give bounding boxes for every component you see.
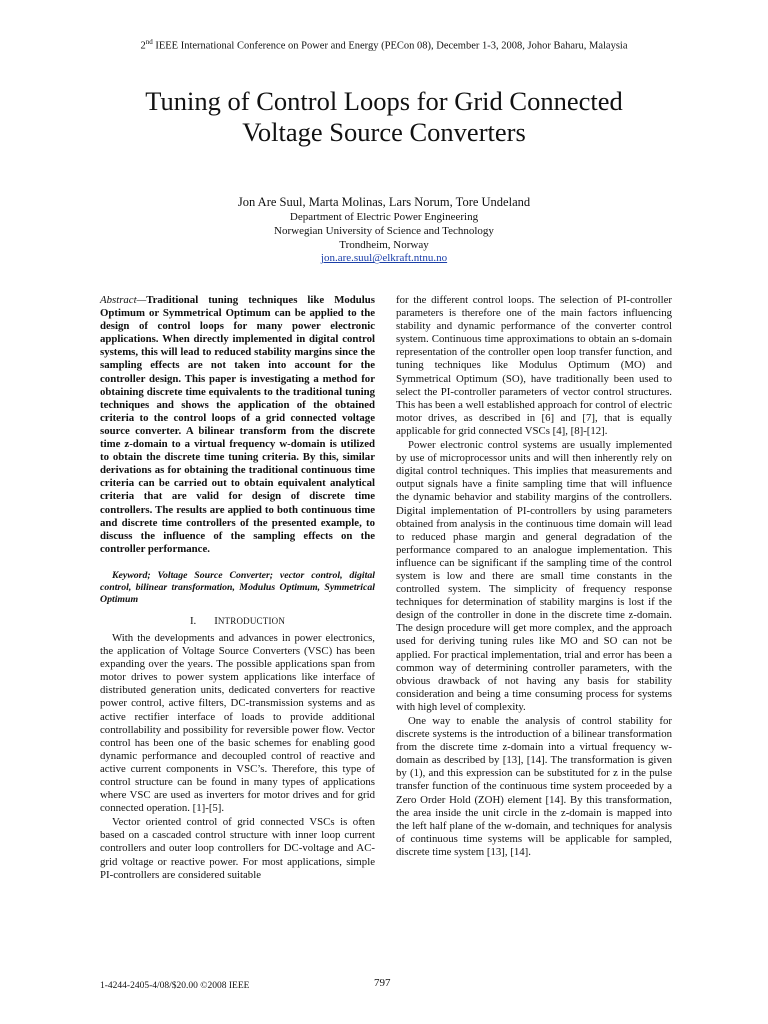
paper-title [60,86,708,148]
abstract-dash: — [136,294,147,306]
intro-paragraph-5: One way to enable the analysis of control stability for discrete systems is the introduction of a bilinear transformation from the discrete time z-domain into a virtual frequency w-domain as described by [13], [14]. The transformation is given by (1), and this expression can be substituted for z in the pulse transfer function of the continuous time system proceeded by a Zero Order Hold (ZOH) element [14]. By this transformation, the area inside the unit circle in the z-domain is mapped into the left half plane of the w-domain, and techniques for analysis of continuous time systems will be applicable for sampled, discrete time system [13], [14]. [396,715,672,858]
header-ordinal-suffix: nd [145,38,153,46]
affiliation-university: Norwegian University of Science and Technology [274,224,494,237]
title-line-1: Tuning of Control Loops for Grid Connected [145,86,623,116]
intro-paragraph-4: Power electronic control systems are usually implemented by use of microprocessor units and will then inherently rely on digital control techniques. This implies that measurements and output signals have a finite sampling time that will influence the dynamic behavior and stability margins of the controllers. Digital implementation of PI-controllers by using parameters obtained from analysis in the continuous time domain will lead to reduced phase margin and general degradation of the performance compared to an analogue implementation. This influence can be significant if the sampling time of the control system is low and there are small time constants in the controlled system. The simplicity of frequency response techniques for determination of stability margins is lost if the design of the controller in done in the discrete time z-domain. The design procedure will get more complex, and the approach used for deriving tuning rules like MO and SO can not be applied. For practical implementation, trial and error has been a common way of determining controller parameters, with the obvious drawback of not having any basis for stability consideration and being a time consuming process for systems with high level of complexity. [396,439,672,713]
affiliation-department: Department of Electric Power Engineering [289,211,479,223]
section-title-initial: I [214,614,218,627]
section-title-rest: NTRODUCTION [217,615,286,626]
page-number: 797 [374,977,391,989]
intro-paragraph-1: With the developments and advances in power electronics, the application of Voltage Source Converters (VSC) has been expanding over the years. The possible applications span from motor drives to power system applications like interface of distributed generation units, dedicated converters for reactive power control, active filters, DC-transmission systems and as active rectifier interface of loads to provide additional controllability and possibility for reversible power flow. Vector control has been one of the basic schemes for enabling good dynamic performance and decoupled control of reactive and active current components in VSC’s. Therefore, this type of control structure can be found in many types of applications where VSC are used as inverters for motor drives and for grid connected operation. [1]-[5]. [100,631,375,815]
conference-header [0,36,768,53]
abstract-text: Traditional tuning techniques like Modulus Optimum or Symmetrical Optimum can be applied to the design of control loops for many power electronic applications. When directly implemented in digital control systems, this will lead to reduced stability margins since the sampling effects are not taken into account for the controller design. This paper is investigating a method for obtaining discrete time equivalents to the traditional tuning techniques and shows the application of the obtained criteria to the control loops of a grid connected voltage source converter. A bilinear transform from the discrete time z-domain to a virtual frequency w-domain is utilized to obtain the discrete time tuning criteria. By this, similar derivations as for obtaining the traditional continuous time criteria can be carried out to obtain equivalent analytical criteria that are valid for design of discrete time controllers. The results are applied to both continuous time and discrete time controllers of the presented example, to discuss the influence of the sampling effects on the controller performance. [100,294,375,555]
left-column [100,294,375,882]
header-ordinal: 2 [140,40,146,52]
affiliation-city: Trondheim, Norway [339,238,429,251]
header-text: IEEE International Conference on Power and Energy (PECon 08), December 1-3, 2008, Johor Baharu, Malaysia [152,40,628,52]
author-email-link[interactable]: jon.are.suul@elkraft.ntnu.no [320,252,448,265]
title-line-2: Voltage Source Converters [242,117,526,147]
abstract [100,294,375,556]
copyright-footer: 1-4244-2405-4/08/$20.00 ©2008 IEEE [100,981,250,991]
section-heading-introduction [100,615,375,628]
keywords: Keyword; Voltage Source Converter; vector control, digital control, bilinear transformation, Modulus Optimum, Symmetrical Optimum [100,569,375,605]
intro-paragraph-2: Vector oriented control of grid connected VSCs is often based on a cascaded control structure with inner loop current controllers and outer loop controllers for DC-voltage and AC-grid voltage or reactive power. For most applications, simple PI-controllers are considered suitable [100,816,375,881]
author-list: Jon Are Suul, Marta Molinas, Lars Norum, Tore Undeland [237,195,531,209]
right-column [396,294,672,859]
section-number: I. [189,614,197,627]
intro-paragraph-3: for the different control loops. The selection of PI-controller parameters is therefore one of the main factors influencing stability and dynamic performance of the converter control system. Continuous time approximations to obtain an s-domain representation of the controller open loop transfer function, and tuning techniques like Modulus Optimum (MO) and Symmetrical Optimum (SO), have traditionally been used to select the PI-controller parameters of vector control structures. This has been a well established approach for control of electric motor drives, as described in [6] and [7], that is equally applicable for grid connected VSCs [4], [8]-[12]. [396,294,672,437]
abstract-label: Abstract [100,294,137,306]
affiliation-block [0,211,768,266]
